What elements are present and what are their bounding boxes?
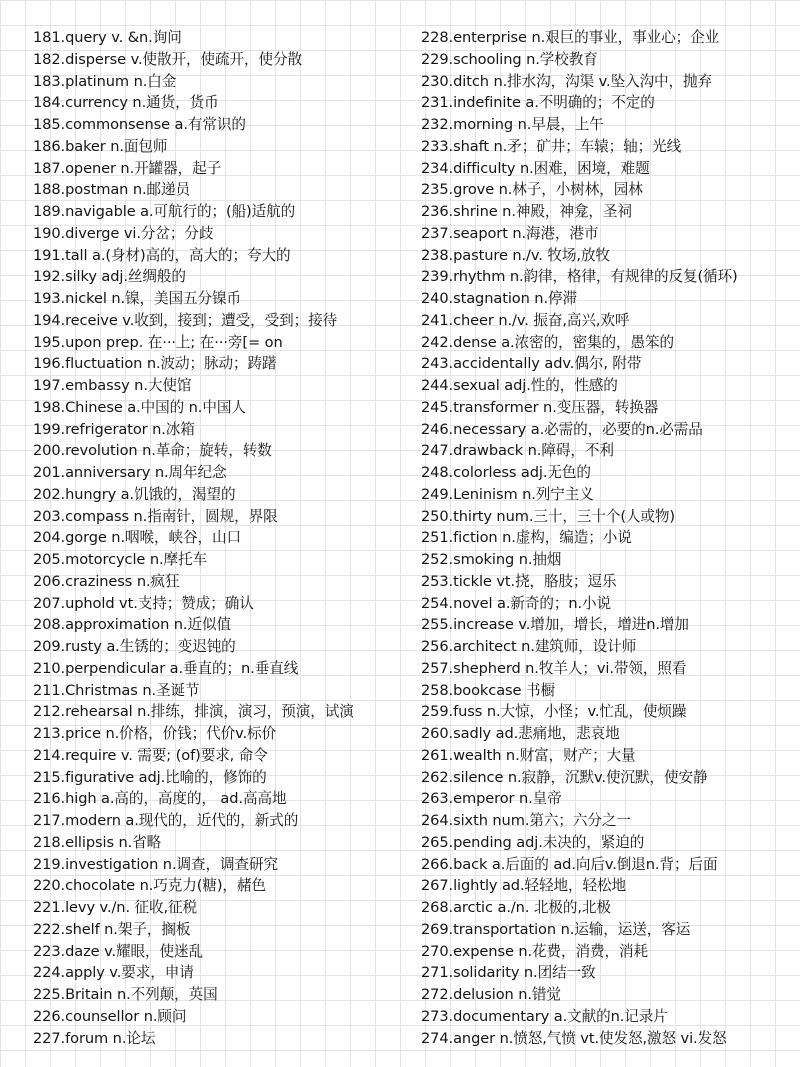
vocab-entry: 190.diverge vi.分岔；分歧 — [33, 224, 214, 242]
vocab-entry: 216.high a.高的，高度的， ad.高高地 — [33, 790, 287, 808]
vocab-entry: 195.upon prep. 在···上; 在···旁[= on — [33, 333, 283, 351]
vocab-entry: 220.chocolate n.巧克力(糖)，赭色 — [33, 877, 266, 895]
vocab-entry: 212.rehearsal n.排练，排演，演习，预演，试演 — [33, 703, 354, 721]
vocab-entry: 267.lightly ad.轻轻地，轻松地 — [421, 877, 626, 895]
vocab-entry: 183.platinum n.白金 — [33, 72, 177, 90]
vocab-entry: 213.price n.价格，价钱；代价v.标价 — [33, 725, 277, 742]
vocab-entry: 186.baker n.面包师 — [33, 137, 168, 155]
vocab-entry: 206.craziness n.疯狂 — [33, 572, 180, 590]
vocab-entry: 257.shepherd n.牧羊人；vi.带领，照看 — [421, 659, 687, 677]
vocab-entry: 261.wealth n.财富，财产；大量 — [421, 746, 636, 764]
vocab-entry: 188.postman n.邮递员 — [33, 181, 191, 199]
vocab-entry: 246.necessary a.必需的，必要的n.必需品 — [421, 420, 703, 438]
vocab-entry: 204.gorge n.咽喉，峡谷，山口 — [33, 529, 241, 547]
vocab-entry: 218.ellipsis n.省略 — [33, 833, 162, 851]
vocab-entry: 228.enterprise n.艰巨的事业，事业心；企业 — [421, 29, 720, 46]
vocab-entry: 184.currency n.通货，货币 — [33, 94, 219, 112]
vocab-entry: 226.counsellor n.顾问 — [33, 1007, 187, 1025]
vocab-entry: 185.commonsense a.有常识的 — [33, 116, 246, 133]
vocab-entry: 201.anniversary n.周年纪念 — [33, 464, 227, 481]
vocab-entry: 237.seaport n.海港，港市 — [421, 224, 599, 242]
vocab-entry: 244.sexual adj.性的，性感的 — [421, 377, 618, 394]
vocab-entry: 202.hungry a.饥饿的，渴望的 — [33, 485, 236, 503]
vocab-entry: 194.receive v.收到，接到；遭受，受到；接待 — [33, 311, 338, 329]
vocab-entry: 258.bookcase 书橱 — [421, 681, 555, 699]
vocab-entry: 209.rusty a.生锈的；变迟钝的 — [33, 638, 236, 655]
right-word-column — [421, 27, 797, 1049]
vocab-entry: 227.forum n.论坛 — [33, 1029, 156, 1047]
vocab-entry: 198.Chinese a.中国的 n.中国人 — [33, 398, 246, 416]
vocab-entry: 262.silence n.寂静，沉默v.使沉默，使安静 — [421, 768, 708, 786]
vocab-entry: 253.tickle vt.挠，胳肢；逗乐 — [421, 572, 617, 590]
vocab-entry: 230.ditch n.排水沟，沟渠 v.坠入沟中，抛弃 — [421, 72, 713, 90]
vocab-entry: 182.disperse v.使散开，使疏开，使分散 — [33, 50, 302, 68]
vocab-entry: 229.schooling n.学校教育 — [421, 50, 598, 68]
vocab-entry: 210.perpendicular a.垂直的；n.垂直线 — [33, 659, 299, 677]
vocab-entry: 264.sixth num.第六；六分之一 — [421, 812, 631, 829]
vocab-entry: 221.levy v./n. 征收,征税 — [33, 899, 198, 916]
vocab-entry: 236.shrine n.神殿，神龛，圣祠 — [421, 203, 632, 220]
vocab-entry: 271.solidarity n.团结一致 — [421, 964, 596, 982]
vocab-entry: 252.smoking n.抽烟 — [421, 551, 562, 568]
vocab-entry: 219.investigation n.调查，调查研究 — [33, 855, 278, 873]
vocab-entry: 187.opener n.开罐器，起子 — [33, 159, 222, 177]
vocab-entry: 233.shaft n.矛；矿井；车辕；轴；光线 — [421, 137, 682, 155]
vocab-entry: 250.thirty num.三十，三十个(人或物) — [421, 507, 676, 525]
vocab-entry: 207.uphold vt.支持；赞成；确认 — [33, 594, 254, 612]
vocab-entry: 273.documentary a.文献的n.记录片 — [421, 1007, 668, 1025]
vocab-entry: 222.shelf n.架子，搁板 — [33, 920, 191, 938]
vocab-entry: 239.rhythm n.韵律，格律，有规律的反复(循环) — [421, 268, 738, 286]
vocab-entry: 196.fluctuation n.波动；脉动；踌躇 — [33, 355, 277, 373]
vocab-entry: 268.arctic a./n. 北极的,北极 — [421, 899, 611, 916]
vocab-entry: 266.back a.后面的 ad.向后v.倒退n.背；后面 — [421, 855, 718, 873]
vocab-entry: 231.indefinite a.不明确的；不定的 — [421, 94, 655, 112]
vocab-entry: 208.approximation n.近似值 — [33, 616, 231, 634]
vocab-entry: 254.novel a.新奇的；n.小说 — [421, 594, 612, 612]
vocab-entry: 255.increase v.增加，增长，增进n.增加 — [421, 616, 689, 634]
vocab-entry: 242.dense a.浓密的，密集的，愚笨的 — [421, 333, 675, 351]
left-word-column — [33, 27, 405, 1049]
vocab-entry: 215.figurative adj.比喻的，修饰的 — [33, 768, 267, 786]
vocab-entry: 269.transportation n.运输，运送，客运 — [421, 920, 691, 938]
vocab-entry: 241.cheer n./v. 振奋,高兴,欢呼 — [421, 311, 630, 329]
vocab-entry: 247.drawback n.障碍，不利 — [421, 442, 614, 460]
vocab-entry: 274.anger n.愤怒,气愤 vt.使发怒,激怒 vi.发怒 — [421, 1029, 727, 1047]
vocab-entry: 192.silky adj.丝绸般的 — [33, 268, 186, 286]
vocab-entry: 259.fuss n.大惊，小怪；v.忙乱，使烦躁 — [421, 703, 687, 721]
vocab-entry: 234.difficulty n.困难，困境，难题 — [421, 159, 650, 177]
vocab-entry: 197.embassy n.大使馆 — [33, 377, 192, 394]
vocab-entry: 224.apply v.要求，申请 — [33, 964, 194, 982]
vocab-entry: 181.query v. &n.询问 — [33, 29, 182, 46]
vocab-entry: 240.stagnation n.停滞 — [421, 290, 577, 307]
vocab-entry: 272.delusion n.错觉 — [421, 986, 561, 1003]
vocab-entry: 249.Leninism n.列宁主义 — [421, 485, 594, 503]
vocab-entry: 191.tall a.(身材)高的，高大的；夸大的 — [33, 246, 291, 264]
vocab-entry: 263.emperor n.皇帝 — [421, 790, 562, 808]
vocab-entry: 270.expense n.花费，消费，消耗 — [421, 942, 649, 960]
vocab-entry: 243.accidentally adv.偶尔, 附带 — [421, 355, 642, 373]
vocab-entry: 245.transformer n.变压器，转换器 — [421, 398, 659, 416]
vocab-entry: 214.require v. 需要; (of)要求, 命令 — [33, 746, 268, 764]
vocab-entry: 265.pending adj.未决的，紧迫的 — [421, 833, 645, 851]
vocab-entry: 223.daze v.耀眼，使迷乱 — [33, 942, 203, 960]
vocab-entry: 260.sadly ad.悲痛地，悲哀地 — [421, 725, 620, 742]
vocab-entry: 203.compass n.指南针，圆规，界限 — [33, 507, 278, 525]
vocab-entry: 248.colorless adj.无色的 — [421, 464, 591, 481]
vocab-entry: 217.modern a.现代的，近代的，新式的 — [33, 812, 299, 829]
vocab-entry: 235.grove n.林子，小树林，园林 — [421, 181, 643, 199]
vocab-entry: 189.navigable a.可航行的；(船)适航的 — [33, 203, 296, 220]
vocab-entry: 251.fiction n.虚构，编造；小说 — [421, 529, 632, 547]
vocab-entry: 225.Britain n.不列颠，英国 — [33, 986, 218, 1003]
vocab-entry: 232.morning n.早晨，上午 — [421, 116, 604, 133]
vocab-entry: 211.Christmas n.圣诞节 — [33, 681, 200, 699]
vocab-entry: 205.motorcycle n.摩托车 — [33, 551, 207, 568]
vocab-entry: 193.nickel n.镍，美国五分镍币 — [33, 290, 241, 307]
vocab-entry: 256.architect n.建筑师，设计师 — [421, 638, 637, 655]
vocab-entry: 199.refrigerator n.冰箱 — [33, 420, 195, 438]
vocab-entry: 238.pasture n./v. 牧场,放牧 — [421, 246, 610, 264]
vocab-entry: 200.revolution n.革命；旋转，转数 — [33, 442, 272, 460]
